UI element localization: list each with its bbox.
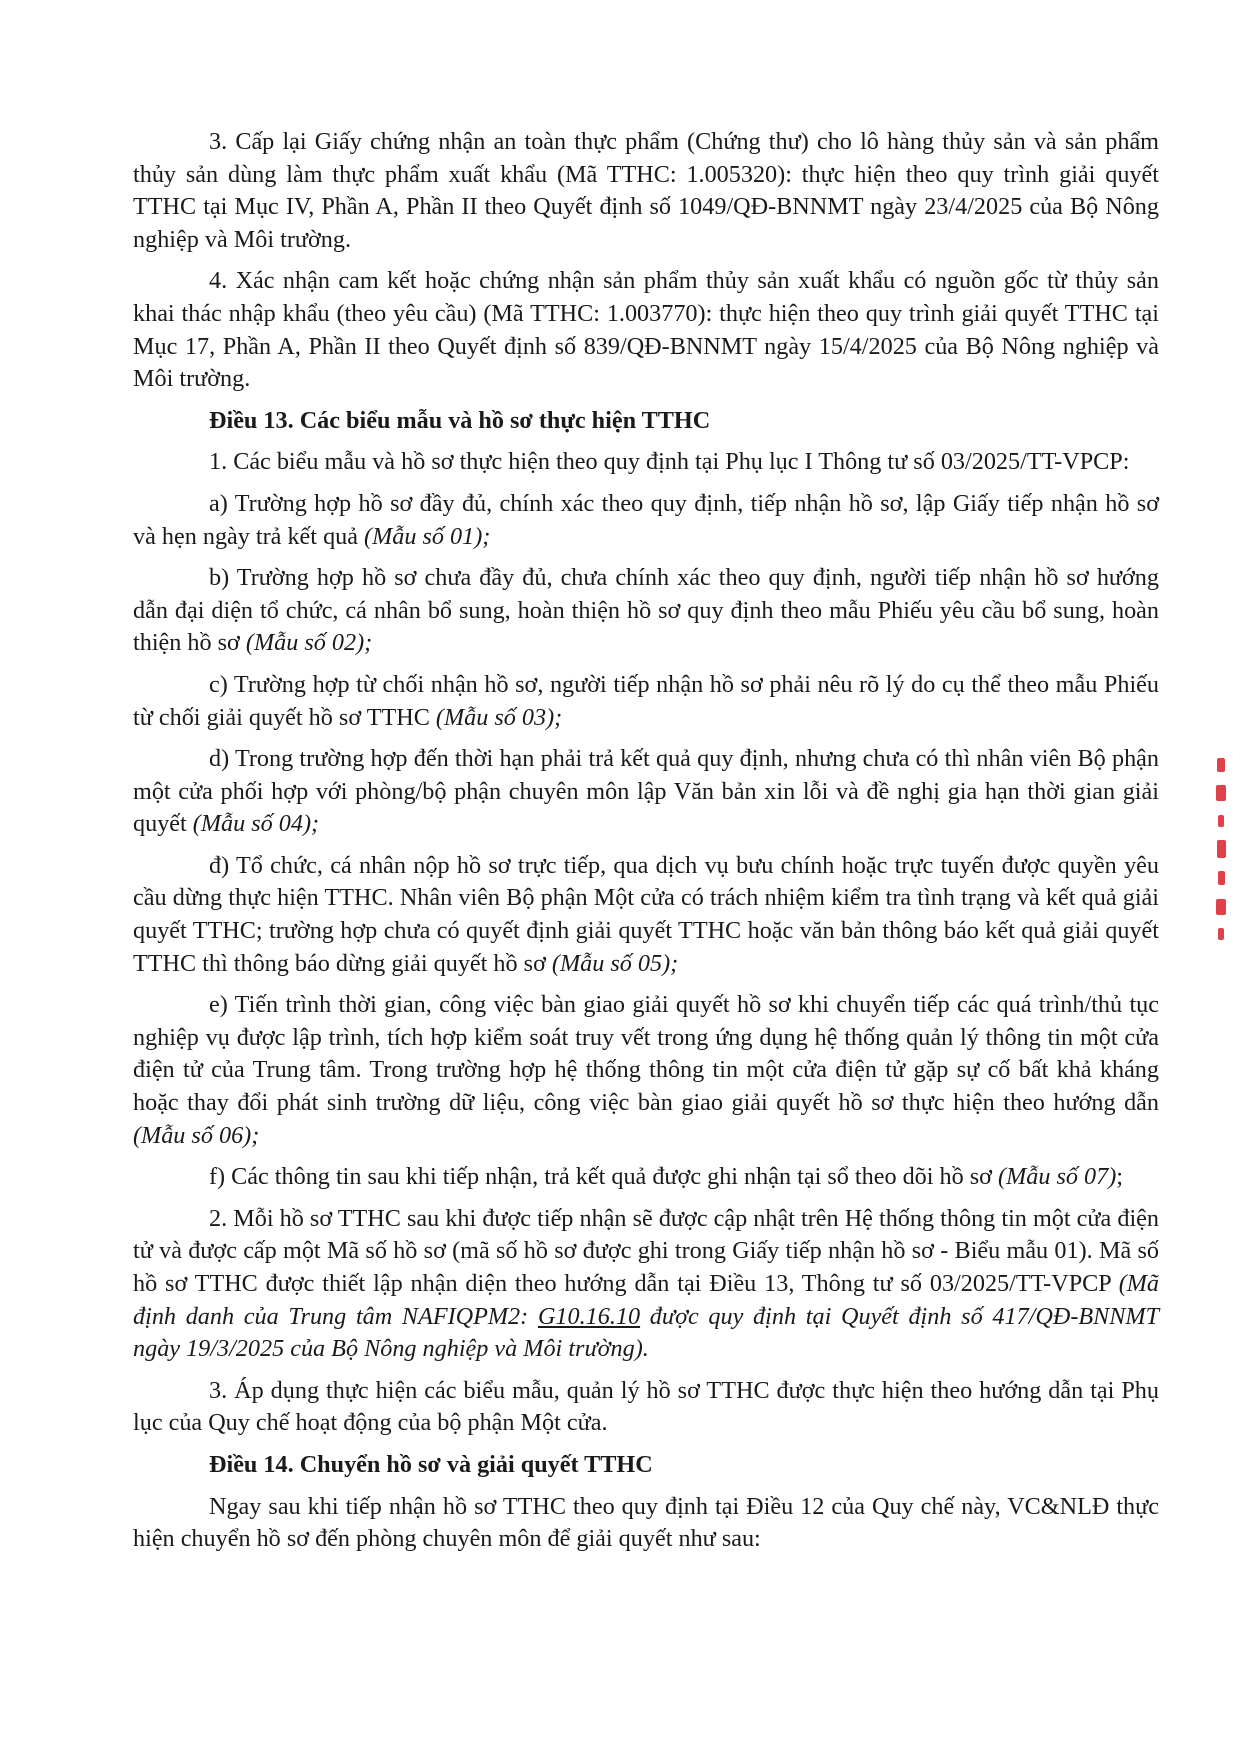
item-1a-form-ref: (Mẫu số 01); bbox=[364, 522, 491, 550]
article-13-item-1c bbox=[133, 669, 1159, 734]
item-2-ref-code: G10.16.10 bbox=[537, 1302, 641, 1330]
seal-fragment bbox=[1217, 758, 1225, 772]
paragraph-item-4: 4. Xác nhận cam kết hoặc chứng nhận sản phẩm thủy sản xuất khẩu có nguồn gốc từ thủy sản khai thác nhập khẩu (theo yêu cầu) (Mã TTHC: 1.003770): thực hiện theo quy trình giải quyết TTHC tại Mục 17, Phần A, Phần II theo Quyết định số 839/QĐ-BNNMT ngày 15/4/2025 của Bộ Nông nghiệp và Môi trường. bbox=[133, 267, 1159, 393]
seal-fragment bbox=[1218, 928, 1224, 940]
paragraph-item-3: 3. Cấp lại Giấy chứng nhận an toàn thực phẩm (Chứng thư) cho lô hàng thủy sản và sản phẩm thủy sản dùng làm thực phẩm xuất khẩu (Mã TTHC: 1.005320): thực hiện theo quy trình giải quyết TTHC tại Mục IV, Phần A, Phần II theo Quyết định số 1049/QĐ-BNNMT ngày 23/4/2025 của Bộ Nông nghiệp và Môi trường. bbox=[133, 128, 1159, 253]
item-1f-end: ; bbox=[1116, 1163, 1123, 1191]
item-1a-text: a) Trường hợp hồ sơ đầy đủ, chính xác theo quy định, tiếp nhận hồ sơ, lập Giấy tiếp nhận hồ sơ và hẹn ngày trả kết quả bbox=[133, 489, 1159, 550]
item-1f-form-ref: (Mẫu số 07) bbox=[998, 1163, 1117, 1191]
article-13-item-1a bbox=[133, 488, 1159, 553]
article-13-item-1: 1. Các biểu mẫu và hồ sơ thực hiện theo quy định tại Phụ lục I Thông tư số 03/2025/TT-VPCP: bbox=[209, 448, 1130, 476]
item-1dd-text: đ) Tổ chức, cá nhân nộp hồ sơ trực tiếp, qua dịch vụ bưu chính hoặc trực tuyến được quyền yêu cầu dừng thực hiện TTHC. Nhân viên Bộ phận Một cửa có trách nhiệm kiểm tra tình trạng và kết quả giải quyết TTHC; trường hợp chưa có quyết định giải quyết TTHC hoặc văn bản thông báo kết quả giải quyết TTHC thì thông báo dừng giải quyết hồ sơ bbox=[133, 851, 1159, 977]
red-seal-edge-mark bbox=[1210, 758, 1232, 940]
article-13-item-1e bbox=[133, 989, 1159, 1152]
item-1d-text: d) Trong trường hợp đến thời hạn phải trả kết quả quy định, nhưng chưa có thì nhân viên Bộ phận một cửa phối hợp với phòng/bộ phận chuyên môn lập Văn bản xin lỗi và đề nghị gia hạn thời gian giải quyết bbox=[133, 745, 1159, 838]
item-1f-text: f) Các thông tin sau khi tiếp nhận, trả kết quả được ghi nhận tại sổ theo dõi hồ sơ bbox=[209, 1163, 992, 1191]
item-1c-form-ref: (Mẫu số 03); bbox=[435, 703, 563, 731]
item-1b-form-ref: (Mẫu số 02); bbox=[245, 629, 373, 657]
item-1d-form-ref: (Mẫu số 04); bbox=[192, 810, 320, 838]
seal-fragment bbox=[1218, 815, 1224, 827]
article-13-item-1b bbox=[133, 562, 1159, 660]
article-13-item-1d bbox=[133, 743, 1159, 841]
item-1e-form-ref: (Mẫu số 06); bbox=[133, 1121, 260, 1149]
item-2-ref-b: được quy định tại Quyết định số 417/QĐ-BNNMT ngày 19/3/2025 của Bộ Nông nghiệp và Môi trường). bbox=[133, 1302, 1160, 1363]
article-13-item-1dd bbox=[133, 850, 1159, 980]
article-13-item-2 bbox=[133, 1203, 1159, 1366]
document-body bbox=[133, 126, 1159, 1565]
seal-fragment bbox=[1216, 899, 1226, 915]
seal-fragment bbox=[1216, 785, 1226, 801]
item-1b-text: b) Trường hợp hồ sơ chưa đầy đủ, chưa chính xác theo quy định, người tiếp nhận hồ sơ hướng dẫn đại diện tổ chức, cá nhân bổ sung, hoàn thiện hồ sơ quy định theo mẫu Phiếu yêu cầu bổ sung, hoàn thiện hồ sơ bbox=[133, 564, 1159, 657]
article-14-intro: Ngay sau khi tiếp nhận hồ sơ TTHC theo quy định tại Điều 12 của Quy chế này, VC&NLĐ thực hiện chuyển hồ sơ đến phòng chuyên môn để giải quyết như sau: bbox=[133, 1492, 1159, 1553]
item-2-text: 2. Mỗi hồ sơ TTHC sau khi được tiếp nhận sẽ được cập nhật trên Hệ thống thông tin một cửa điện tử và được cấp một Mã số hồ sơ (mã số hồ sơ được ghi trong Giấy tiếp nhận hồ sơ - Biểu mẫu 01). Mã số hồ sơ TTHC được thiết lập nhận diện theo hướng dẫn tại Điều 13, Thông tư số 03/2025/TT-VPCP bbox=[133, 1204, 1159, 1297]
item-2-ref-a: (Mã định danh của Trung tâm NAFIQPM2: bbox=[133, 1270, 1159, 1330]
article-13-item-1f bbox=[133, 1161, 1159, 1194]
article-14-heading: Điều 14. Chuyển hồ sơ và giải quyết TTHC bbox=[209, 1450, 653, 1478]
item-1c-text: c) Trường hợp từ chối nhận hồ sơ, người tiếp nhận hồ sơ phải nêu rõ lý do cụ thể theo mẫu Phiếu từ chối giải quyết hồ sơ TTHC bbox=[133, 670, 1159, 731]
item-1e-text: e) Tiến trình thời gian, công việc bàn giao giải quyết hồ sơ khi chuyển tiếp các quá trình/thủ tục nghiệp vụ được lập trình, tích hợp kiểm soát truy vết trong ứng dụng hệ thống quản lý thông tin một cửa điện tử của Trung tâm. Trong trường hợp hệ thống thông tin một cửa điện tử gặp sự cố bất khả kháng hoặc thay đổi phát sinh trường dữ liệu, công việc bàn giao giải quyết hồ sơ thực hiện theo hướng dẫn bbox=[133, 991, 1159, 1117]
seal-fragment bbox=[1217, 840, 1226, 858]
article-13-heading: Điều 13. Các biểu mẫu và hồ sơ thực hiện TTHC bbox=[209, 406, 711, 434]
article-13-item-3: 3. Áp dụng thực hiện các biểu mẫu, quản lý hồ sơ TTHC được thực hiện theo hướng dẫn tại Phụ lục của Quy chế hoạt động của bộ phận Một cửa. bbox=[133, 1376, 1159, 1437]
seal-fragment bbox=[1218, 871, 1225, 885]
item-1dd-form-ref: (Mẫu số 05); bbox=[551, 949, 679, 977]
